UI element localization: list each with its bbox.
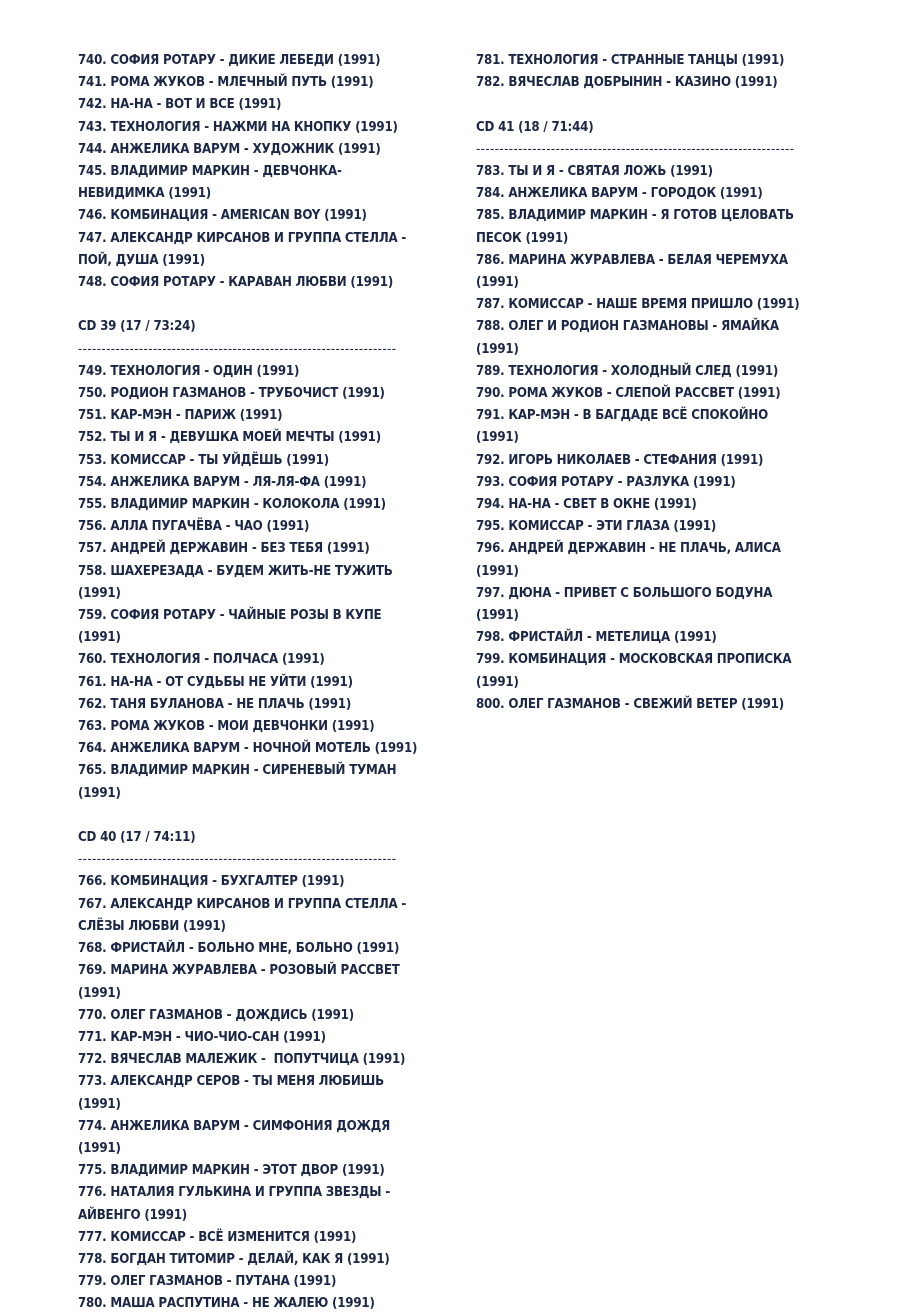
cd-header: CD 41 (18 / 71:44) <box>476 119 594 135</box>
track-line: 757. АНДРЕЙ ДЕРЖАВИН - БЕЗ ТЕБЯ (1991) <box>78 541 370 557</box>
track-line: 797. ДЮНА - ПРИВЕТ С БОЛЬШОГО БОДУНА (1991) <box>476 585 777 624</box>
track-line: 744. АНЖЕЛИКА ВАРУМ - ХУДОЖНИК (1991) <box>78 141 381 157</box>
track-line: 771. КАР-МЭН - ЧИО-ЧИО-САН (1991) <box>78 1029 326 1045</box>
spacer <box>78 805 428 827</box>
track-line: 778. БОГДАН ТИТОМИР - ДЕЛАЙ, КАК Я (1991) <box>78 1251 390 1267</box>
right-column <box>476 50 806 716</box>
track-line: 799. КОМБИНАЦИЯ - МОСКОВСКАЯ ПРОПИСКА (1991) <box>476 652 796 690</box>
track-line: 794. НА-НА - СВЕТ В ОКНЕ (1991) <box>476 497 697 513</box>
track-line: 750. РОДИОН ГАЗМАНОВ - ТРУБОЧИСТ (1991) <box>78 386 385 402</box>
track-line: 746. КОМБИНАЦИЯ - AMERICAN BOY (1991) <box>78 208 367 224</box>
track-line: 767. АЛЕКСАНДР КИРСАНОВ И ГРУППА СТЕЛЛА - СЛЁЗЫ ЛЮБВИ (1991) <box>78 896 407 934</box>
track-line: 800. ОЛЕГ ГАЗМАНОВ - СВЕЖИЙ ВЕТЕР (1991) <box>476 696 784 712</box>
track-line: 780. МАША РАСПУТИНА - НЕ ЖАЛЕЮ (1991) <box>78 1296 375 1312</box>
track-line: 792. ИГОРЬ НИКОЛАЕВ - СТЕФАНИЯ (1991) <box>476 452 764 468</box>
track-line: 745. ВЛАДИМИР МАРКИН - ДЕВЧОНКА-НЕВИДИМКА (1991) <box>78 164 342 202</box>
track-line: 783. ТЫ И Я - СВЯТАЯ ЛОЖЬ (1991) <box>476 164 713 179</box>
track-line: 759. СОФИЯ РОТАРУ - ЧАЙНЫЕ РОЗЫ В КУПЕ (1991) <box>78 608 386 646</box>
track-line: 763. РОМА ЖУКОВ - МОИ ДЕВЧОНКИ (1991) <box>78 719 375 735</box>
track-line: 775. ВЛАДИМИР МАРКИН - ЭТОТ ДВОР (1991) <box>78 1163 385 1179</box>
track-line: 747. АЛЕКСАНДР КИРСАНОВ И ГРУППА СТЕЛЛА - ПОЙ, ДУША (1991) <box>78 230 407 268</box>
track-line: 748. СОФИЯ РОТАРУ - КАРАВАН ЛЮБВИ (1991) <box>78 275 394 291</box>
track-line: 798. ФРИСТАЙЛ - МЕТЕЛИЦА (1991) <box>476 630 717 646</box>
track-line: 753. КОМИССАР - ТЫ УЙДЁШЬ (1991) <box>78 452 329 468</box>
track-line: 770. ОЛЕГ ГАЗМАНОВ - ДОЖДИСЬ (1991) <box>78 1007 354 1023</box>
left-column <box>78 50 428 1316</box>
track-line: 785. ВЛАДИМИР МАРКИН - Я ГОТОВ ЦЕЛОВАТЬ ПЕСОК (1991) <box>476 208 798 246</box>
cd-header: CD 40 (17 / 74:11) <box>78 830 196 846</box>
track-line: 765. ВЛАДИМИР МАРКИН - СИРЕНЕВЫЙ ТУМАН (1991) <box>78 763 401 801</box>
spacer <box>78 294 428 316</box>
track-line: 774. АНЖЕЛИКА ВАРУМ - СИМФОНИЯ ДОЖДЯ (1991) <box>78 1118 395 1156</box>
divider-line: -------------------------------------------------------------------- <box>78 852 397 868</box>
track-line: 782. ВЯЧЕСЛАВ ДОБРЫНИН - КАЗИНО (1991) <box>476 75 778 91</box>
track-line: 796. АНДРЕЙ ДЕРЖАВИН - НЕ ПЛАЧЬ, АЛИСА (1991) <box>476 541 785 579</box>
track-line: 740. СОФИЯ РОТАРУ - ДИКИЕ ЛЕБЕДИ (1991) <box>78 53 381 68</box>
track-line: 773. АЛЕКСАНДР СЕРОВ - ТЫ МЕНЯ ЛЮБИШЬ (1991) <box>78 1074 388 1112</box>
track-line: 793. СОФИЯ РОТАРУ - РАЗЛУКА (1991) <box>476 474 736 490</box>
track-line: 766. КОМБИНАЦИЯ - БУХГАЛТЕР (1991) <box>78 874 345 890</box>
divider-line: -------------------------------------------------------------------- <box>476 141 795 157</box>
track-line: 786. МАРИНА ЖУРАВЛЕВА - БЕЛАЯ ЧЕРЕМУХА (1991) <box>476 252 792 291</box>
track-line: 741. РОМА ЖУКОВ - МЛЕЧНЫЙ ПУТЬ (1991) <box>78 75 374 91</box>
track-line: 790. РОМА ЖУКОВ - СЛЕПОЙ РАССВЕТ (1991) <box>476 386 781 402</box>
track-line: 749. ТЕХНОЛОГИЯ - ОДИН (1991) <box>78 363 300 379</box>
track-line: 751. КАР-МЭН - ПАРИЖ (1991) <box>78 408 283 424</box>
track-line: 772. ВЯЧЕСЛАВ МАЛЕЖИК - ПОПУТЧИЦА (1991) <box>78 1052 406 1068</box>
track-line: 743. ТЕХНОЛОГИЯ - НАЖМИ НА КНОПКУ (1991) <box>78 119 398 135</box>
track-line: 779. ОЛЕГ ГАЗМАНОВ - ПУТАНА (1991) <box>78 1274 337 1290</box>
track-line: 755. ВЛАДИМИР МАРКИН - КОЛОКОЛА (1991) <box>78 497 386 513</box>
track-line: 762. ТАНЯ БУЛАНОВА - НЕ ПЛАЧЬ (1991) <box>78 696 352 712</box>
track-line: 742. НА-НА - ВОТ И ВСЕ (1991) <box>78 97 282 113</box>
track-line: 768. ФРИСТАЙЛ - БОЛЬНО МНЕ, БОЛЬНО (1991) <box>78 941 400 957</box>
track-line: 795. КОМИССАР - ЭТИ ГЛАЗА (1991) <box>476 519 717 535</box>
cd-header: CD 39 (17 / 73:24) <box>78 319 196 335</box>
track-line: 789. ТЕХНОЛОГИЯ - ХОЛОДНЫЙ СЛЕД (1991) <box>476 363 779 379</box>
track-line: 787. КОМИССАР - НАШЕ ВРЕМЯ ПРИШЛО (1991) <box>476 297 800 313</box>
track-line: 769. МАРИНА ЖУРАВЛЕВА - РОЗОВЫЙ РАССВЕТ (1991) <box>78 963 404 1001</box>
track-line: 776. НАТАЛИЯ ГУЛЬКИНА И ГРУППА ЗВЕЗДЫ - АЙВЕНГО (1991) <box>78 1185 394 1223</box>
track-line: 760. ТЕХНОЛОГИЯ - ПОЛЧАСА (1991) <box>78 652 325 668</box>
track-line: 756. АЛЛА ПУГАЧЁВА - ЧАО (1991) <box>78 519 310 535</box>
track-line: 764. АНЖЕЛИКА ВАРУМ - НОЧНОЙ МОТЕЛЬ (1991) <box>78 741 418 757</box>
track-line: 754. АНЖЕЛИКА ВАРУМ - ЛЯ-ЛЯ-ФА (1991) <box>78 474 367 490</box>
divider-line: -------------------------------------------------------------------- <box>78 341 397 357</box>
track-line: 791. КАР-МЭН - В БАГДАДЕ ВСЁ СПОКОЙНО (1991) <box>476 408 772 446</box>
track-line: 752. ТЫ И Я - ДЕВУШКА МОЕЙ МЕЧТЫ (1991) <box>78 430 381 446</box>
track-line: 788. ОЛЕГ И РОДИОН ГАЗМАНОВЫ - ЯМАЙКА (1991) <box>476 319 783 357</box>
track-line: 758. ШАХЕРЕЗАДА - БУДЕМ ЖИТЬ-НЕ ТУЖИТЬ (1991) <box>78 563 397 601</box>
track-line: 784. АНЖЕЛИКА ВАРУМ - ГОРОДОК (1991) <box>476 186 763 202</box>
spacer <box>476 94 806 116</box>
track-line: 761. НА-НА - ОТ СУДЬБЫ НЕ УЙТИ (1991) <box>78 674 353 690</box>
track-line: 777. КОМИССАР - ВСЁ ИЗМЕНИТСЯ (1991) <box>78 1229 357 1245</box>
track-line: 781. ТЕХНОЛОГИЯ - СТРАННЫЕ ТАНЦЫ (1991) <box>476 53 785 68</box>
